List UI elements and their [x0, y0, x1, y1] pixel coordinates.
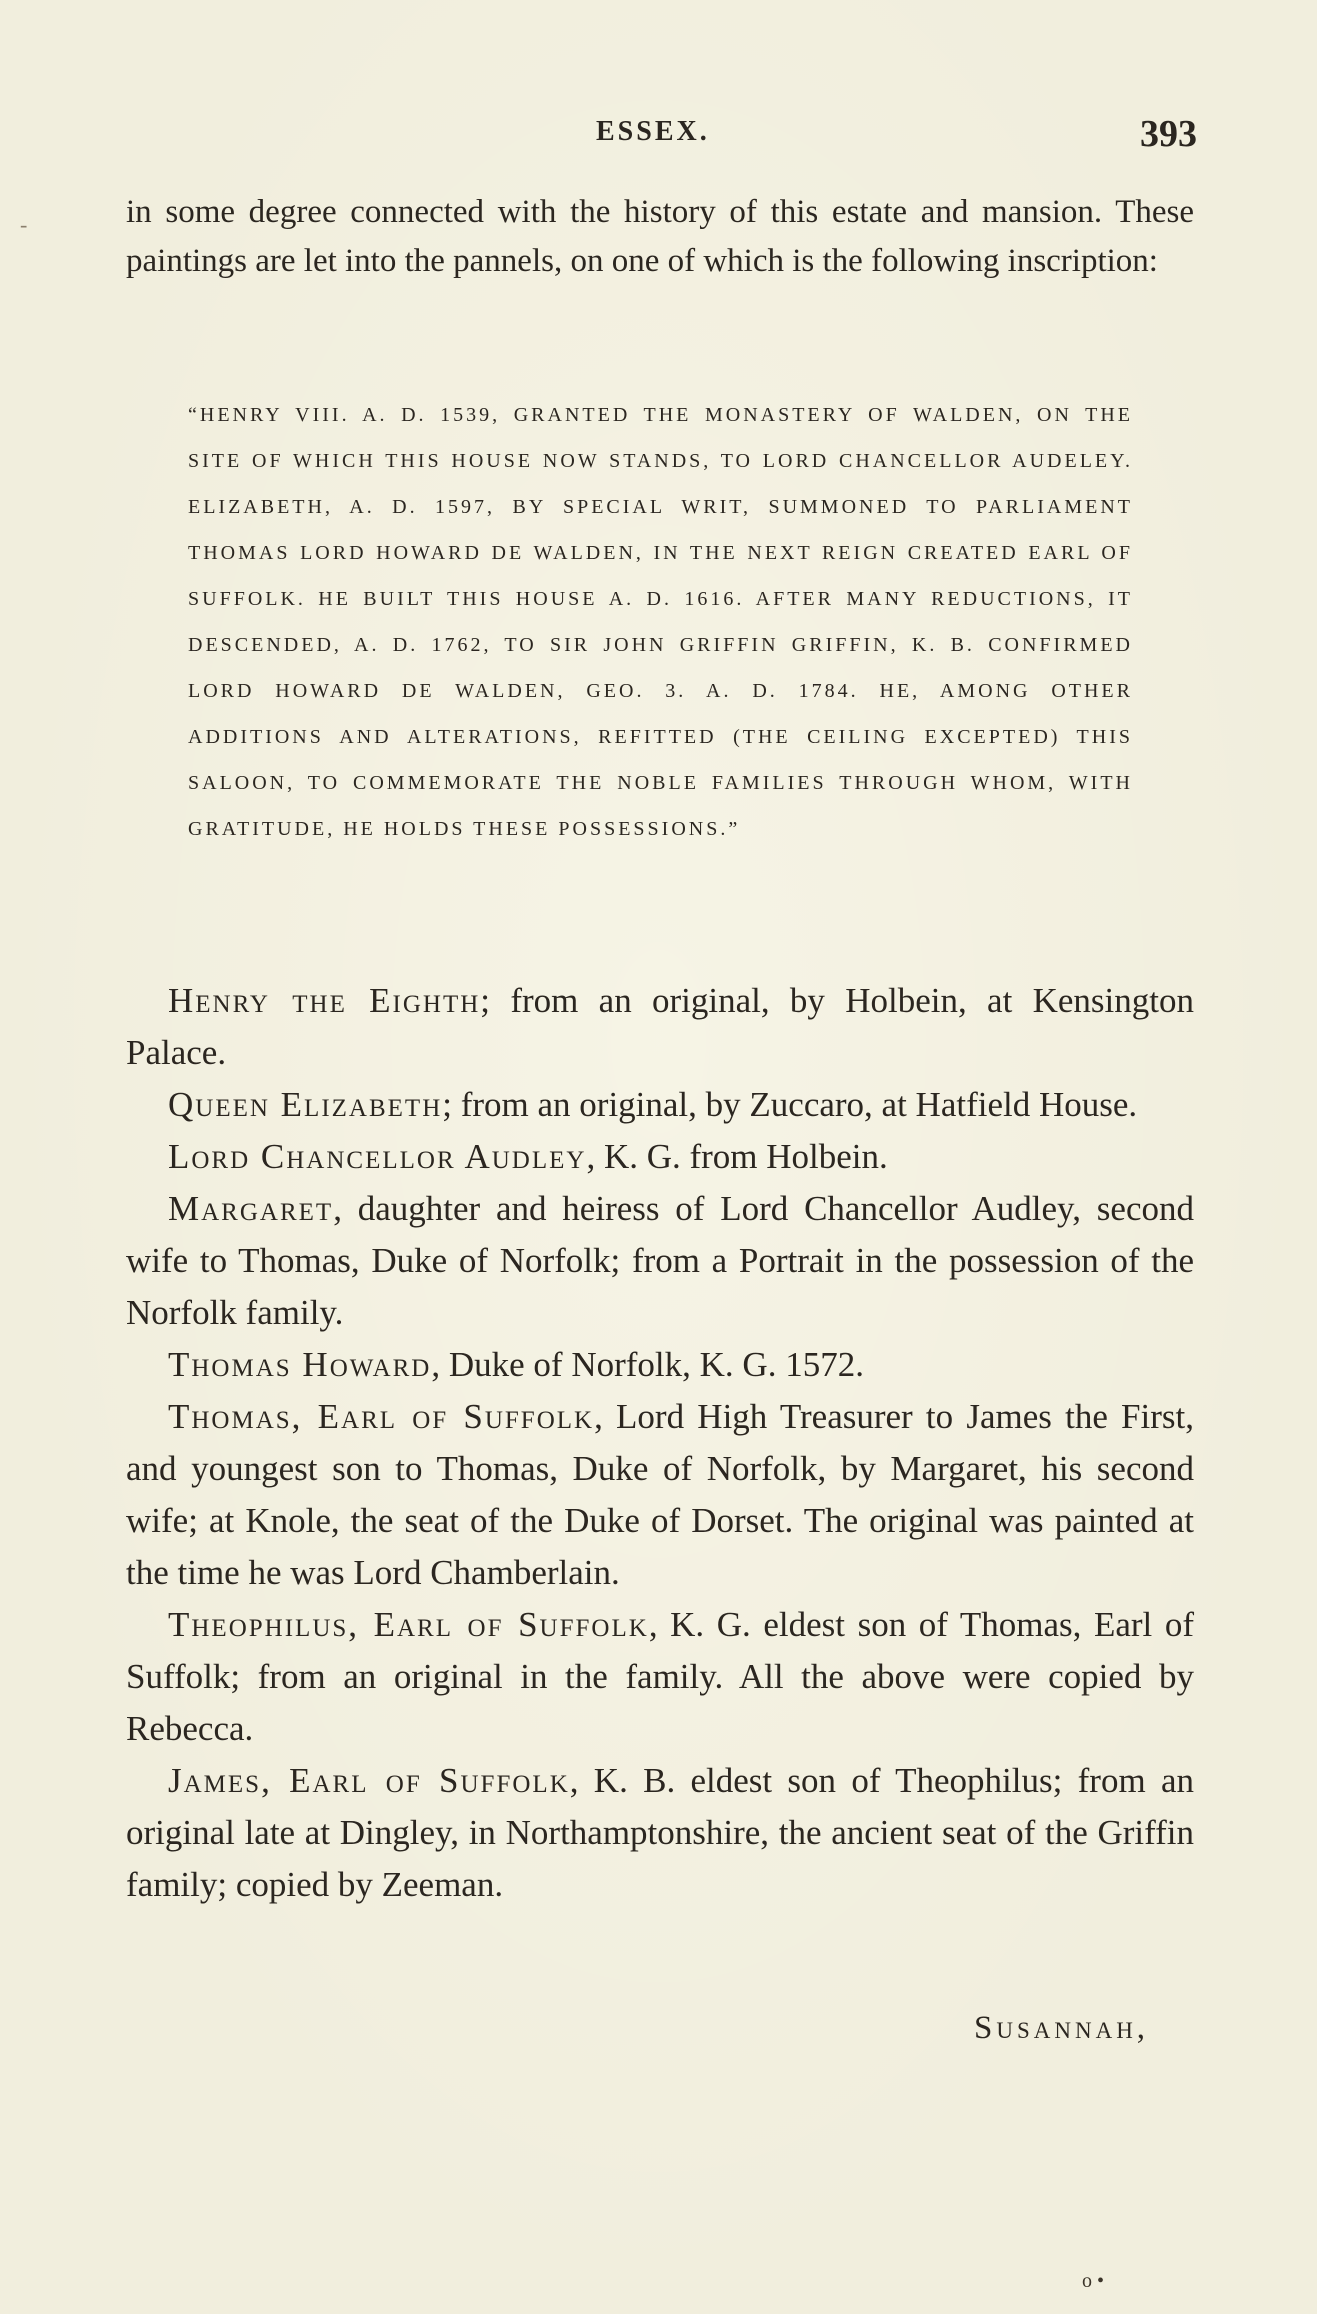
portrait-entry-text: , Lord High Treasurer to James the First, and youngest son to Thomas, Duke of Norfolk, by Margaret, his second wife; at Knole, the seat of the Duke of Dorset. The original was painted at the time he was Lord Chamberlain. — [126, 1397, 1194, 1592]
portrait-entry-james — [126, 1755, 1194, 1911]
portrait-entry-text: , K. G. from Holbein. — [586, 1137, 888, 1176]
portrait-entry-queen-elizabeth — [126, 1079, 1194, 1131]
portrait-entry-name: Lord Chancellor Audley — [168, 1137, 587, 1176]
portrait-entry-name: Henry the Eighth — [168, 981, 481, 1020]
margin-speck: - — [20, 212, 28, 237]
portrait-entry-text: , K. G. eldest son of Thomas, Earl of Suffolk; from an original in the family. All the above were copied by Rebecca. — [126, 1605, 1194, 1748]
portrait-list — [126, 975, 1194, 1911]
page-number: 393 — [1140, 113, 1197, 155]
running-title: ESSEX. — [596, 116, 710, 147]
portrait-entry-thomas-howard — [126, 1339, 1194, 1391]
portrait-entry-text: , Duke of Norfolk, K. G. 1572. — [431, 1345, 864, 1384]
portrait-entry-name: Queen Elizabeth — [168, 1085, 443, 1124]
signature-mark: o • — [1082, 2270, 1105, 2292]
intro-paragraph: in some degree connected with the history of this estate and mansion. These paintings are let into the pannels, on one of which is the following inscription: — [126, 194, 1194, 279]
catchword: Susannah, — [974, 2010, 1150, 2046]
portrait-entry-name: Thomas Howard — [168, 1345, 432, 1384]
portrait-entry-henry-viii — [126, 975, 1194, 1079]
portrait-entry-name: Thomas, Earl of Suffolk — [168, 1397, 595, 1436]
portrait-entry-text: , daughter and heiress of Lord Chancellor Audley, second wife to Thomas, Duke of Norfolk; from a Portrait in the possession of the Norfolk family. — [126, 1189, 1194, 1332]
portrait-entry-lord-audley — [126, 1131, 1194, 1183]
portrait-entry-margaret — [126, 1183, 1194, 1339]
portrait-entry-name: Theophilus, Earl of Suffolk — [168, 1605, 649, 1644]
portrait-entry-theophilus — [126, 1599, 1194, 1755]
portrait-entry-thomas-earl-of-suffolk — [126, 1391, 1194, 1599]
portrait-entry-text: ; from an original, by Holbein, at Kensington Palace. — [126, 981, 1194, 1072]
running-head — [0, 112, 1317, 155]
portrait-entry-name: James, Earl of Suffolk — [168, 1761, 570, 1800]
portrait-entry-text: , K. B. eldest son of Theophilus; from an original late at Dingley, in Northamptonshire, the ancient seat of the Griffin family; copied by Zeeman. — [126, 1761, 1194, 1904]
portrait-entry-text: ; from an original, by Zuccaro, at Hatfield House. — [442, 1085, 1138, 1124]
portrait-entry-name: Margaret — [168, 1189, 334, 1228]
inscription-text: “HENRY VIII. A. D. 1539, GRANTED THE MONASTERY OF WALDEN, ON THE SITE OF WHICH THIS HOUSE NOW STANDS, TO LORD CHANCELLOR AUDELEY. ELIZABETH, A. D. 1597, BY SPECIAL WRIT, SUMMONED TO PARLIAMENT THOMAS LORD HOWARD DE WALDEN, IN THE NEXT REIGN CREATED EARL OF SUFFOLK. HE BUILT THIS HOUSE A. D. 1616. AFTER MANY REDUCTIONS, IT DESCENDED, A. D. 1762, TO SIR JOHN GRIFFIN GRIFFIN, K. B. CONFIRMED LORD HOWARD DE WALDEN, GEO. 3. A. D. 1784. HE, AMONG OTHER ADDITIONS AND ALTERATIONS, REFITTED (THE CEILING EXCEPTED) THIS SALOON, TO COMMEMORATE THE NOBLE FAMILIES THROUGH WHOM, WITH GRATITUDE, HE HOLDS THESE POSSESSIONS.” — [188, 404, 1133, 840]
